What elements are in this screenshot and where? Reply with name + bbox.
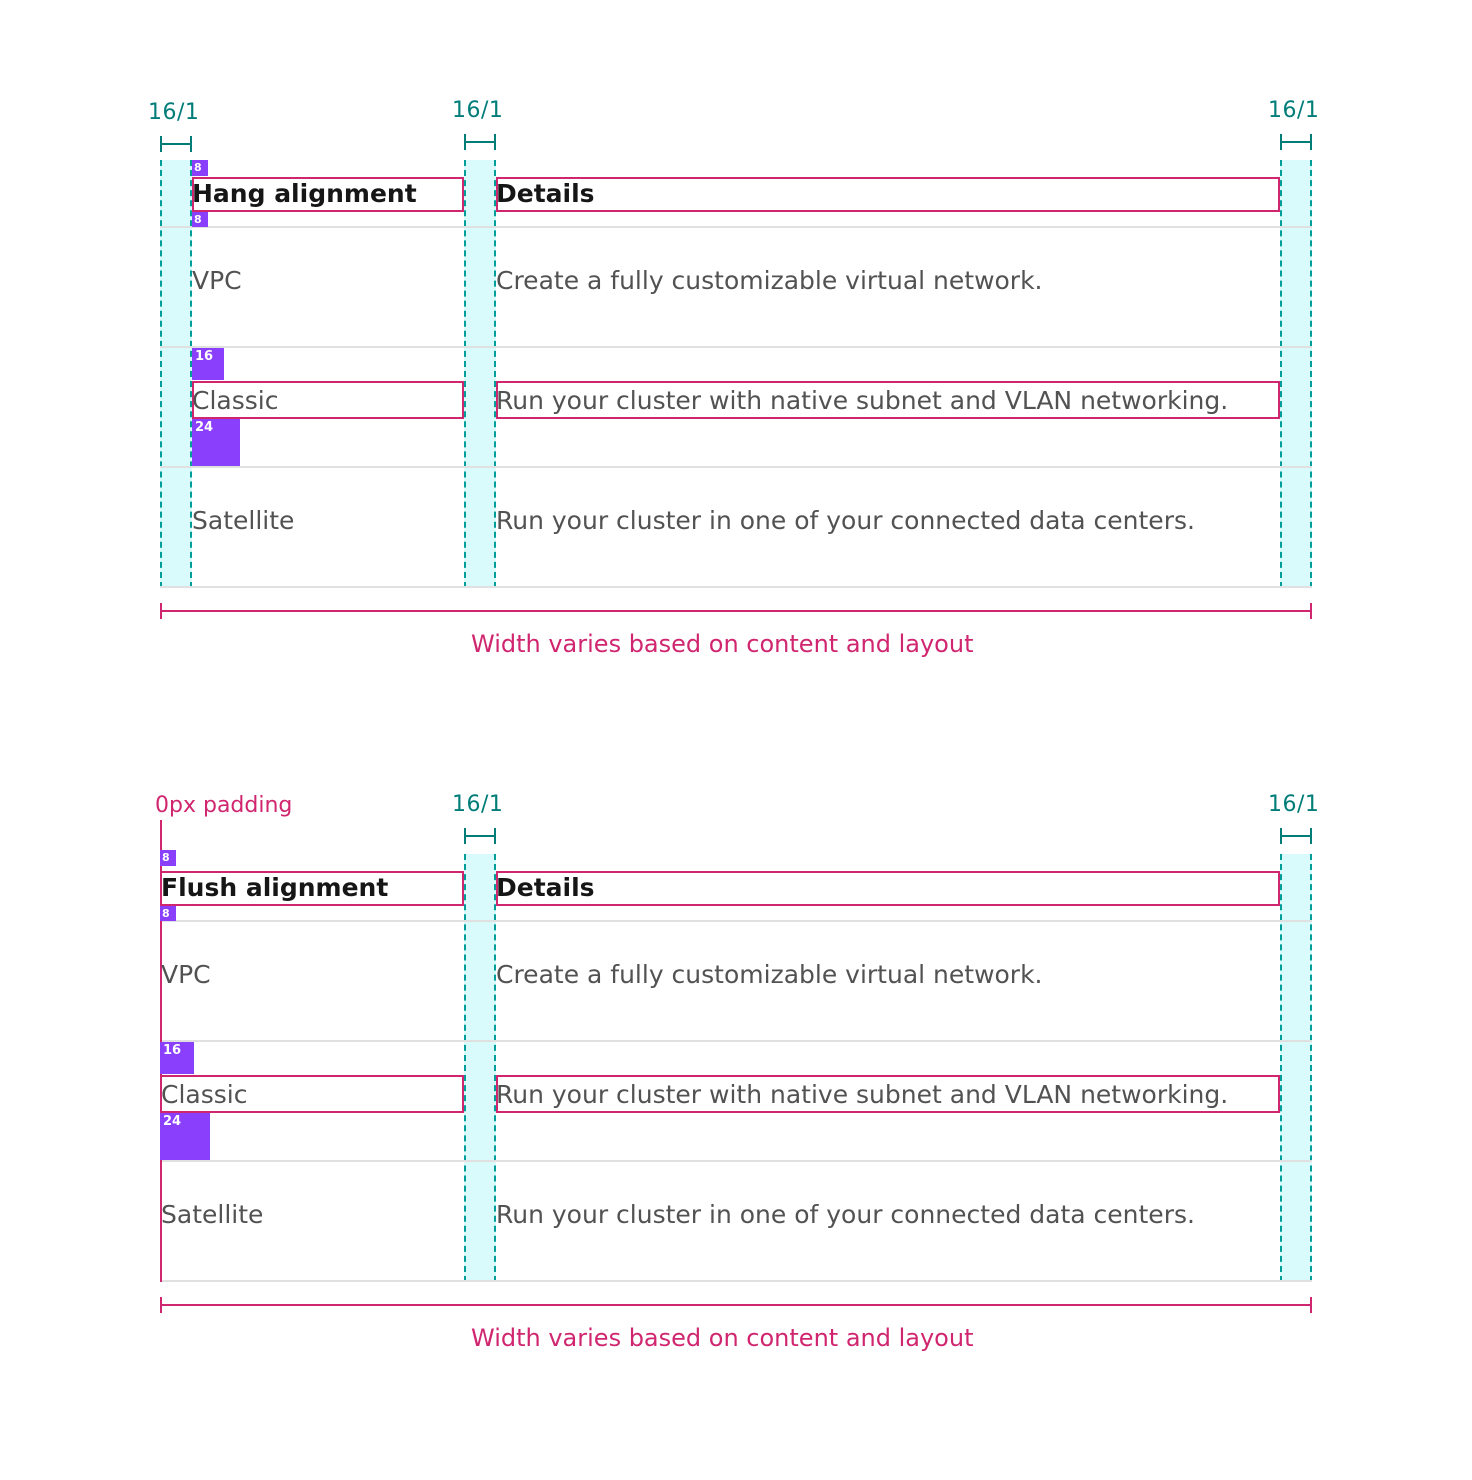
width-note: Width varies based on content and layout <box>471 630 974 658</box>
gutter-label-middle: 16/1 <box>452 792 504 817</box>
padding-label: 0px padding <box>155 793 293 818</box>
gutter-measure-right <box>1280 828 1312 844</box>
table-cell-name: VPC <box>192 266 242 295</box>
row-divider <box>160 226 1312 228</box>
table-cell-name: Satellite <box>192 506 295 535</box>
flush-diagram <box>0 700 1472 1400</box>
gutter-middle <box>464 854 496 1282</box>
spacer-16: 16 <box>192 348 224 380</box>
gutter-right <box>1280 160 1312 588</box>
spacer-24: 24 <box>160 1113 210 1160</box>
table-cell-name: Classic <box>192 386 279 415</box>
header-cell-outline <box>496 177 1280 212</box>
row-divider <box>162 1160 1312 1162</box>
table-cell-name: Satellite <box>161 1200 264 1229</box>
row-divider <box>162 1280 1312 1282</box>
gutter-label-left: 16/1 <box>148 100 200 125</box>
header-cell-outline <box>496 871 1280 906</box>
column-header-details: Details <box>496 179 595 208</box>
table-cell-details: Run your cluster with native subnet and VLAN networking. <box>496 386 1229 415</box>
table-cell-details: Create a fully customizable virtual network. <box>496 266 1043 295</box>
gutter-measure-right <box>1280 134 1312 150</box>
column-header-name: Hang alignment <box>192 179 417 208</box>
row-divider <box>160 466 1312 468</box>
hang-diagram <box>0 0 1472 700</box>
gutter-measure-left <box>160 136 192 152</box>
gutter-measure-middle <box>464 828 496 844</box>
gutter-right <box>1280 854 1312 1282</box>
column-header-details: Details <box>496 873 595 902</box>
table-cell-details: Run your cluster with native subnet and VLAN networking. <box>496 1080 1229 1109</box>
row-divider <box>162 920 1312 922</box>
table-cell-details: Create a fully customizable virtual network. <box>496 960 1043 989</box>
spacer-16: 16 <box>160 1042 194 1074</box>
spacer-8: 8 <box>160 850 176 866</box>
row-divider <box>160 586 1312 588</box>
spacer-24: 24 <box>192 419 240 466</box>
row-divider <box>162 1040 1312 1042</box>
gutter-measure-middle <box>464 134 496 150</box>
row-divider <box>160 346 1312 348</box>
spacer-8: 8 <box>192 160 208 176</box>
gutter-label-right: 16/1 <box>1268 792 1320 817</box>
table-cell-name: Classic <box>161 1080 248 1109</box>
spacer-8: 8 <box>160 906 176 921</box>
width-measure <box>160 1297 1312 1313</box>
table-cell-name: VPC <box>161 960 211 989</box>
gutter-label-right: 16/1 <box>1268 98 1320 123</box>
gutter-label-middle: 16/1 <box>452 98 504 123</box>
gutter-middle <box>464 160 496 588</box>
gutter-left <box>160 160 192 588</box>
width-measure <box>160 603 1312 619</box>
column-header-name: Flush alignment <box>161 873 389 902</box>
table-cell-details: Run your cluster in one of your connected data centers. <box>496 1200 1195 1229</box>
table-cell-details: Run your cluster in one of your connected data centers. <box>496 506 1195 535</box>
spacer-8: 8 <box>192 212 208 227</box>
width-note: Width varies based on content and layout <box>471 1324 974 1352</box>
